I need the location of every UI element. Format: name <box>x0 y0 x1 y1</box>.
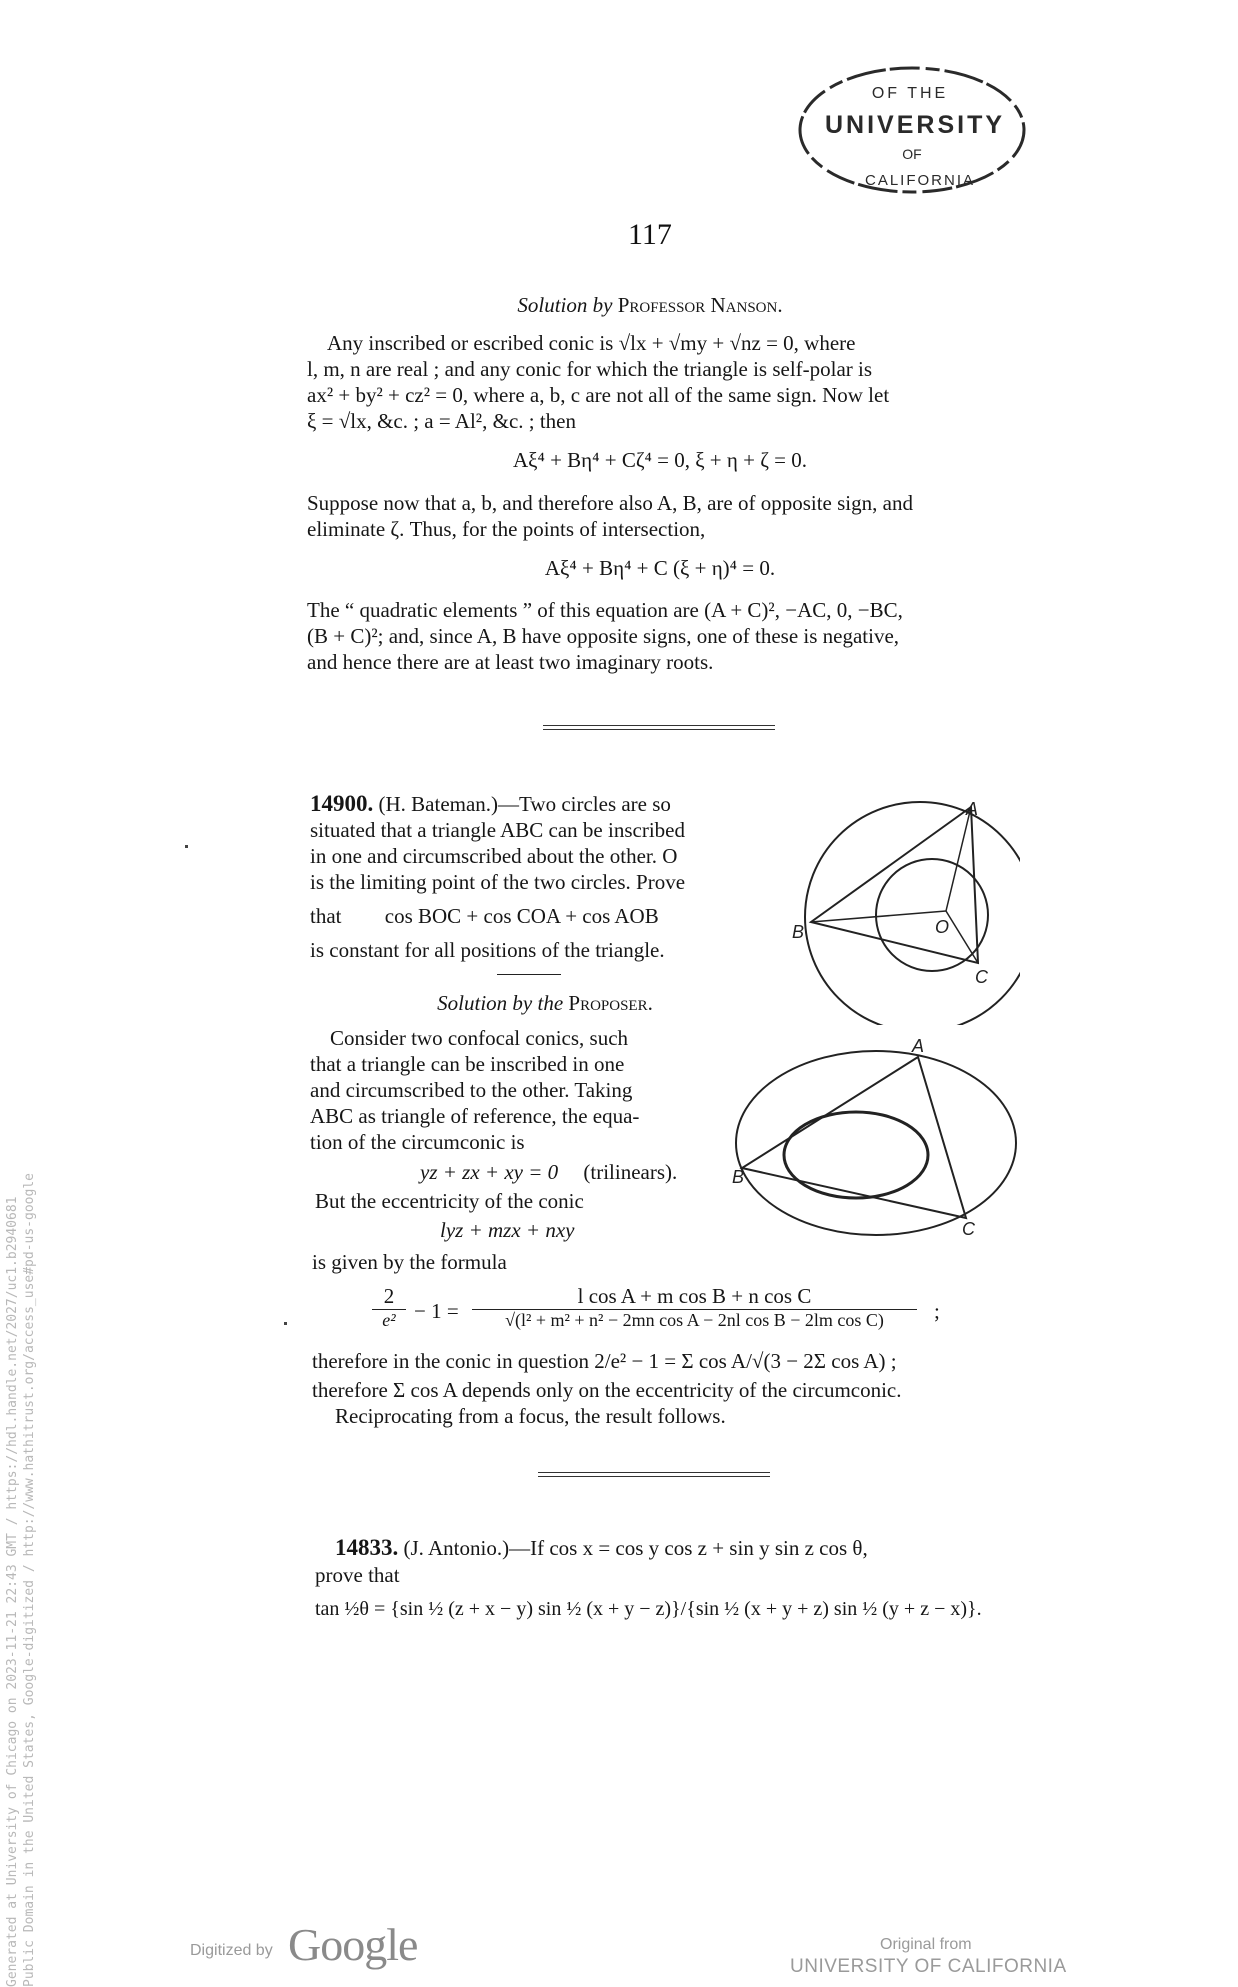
q14900-therefore-1: therefore in the conic in question 2/e² − 1 = Σ cos A/√(3 − 2Σ cos A) ; <box>312 1349 897 1373</box>
rhs-fraction <box>472 1284 917 1331</box>
footer-university: UNIVERSITY OF CALIFORNIA <box>790 1956 1067 1977</box>
page-number: 117 <box>628 218 672 251</box>
q14900-solution-heading <box>360 990 730 1016</box>
fig2-label-b: B <box>732 1167 745 1187</box>
nanson-p2-line: Suppose now that a, b, and therefore also A, B, are of opposite sign, and <box>307 491 913 515</box>
stamp-line-1: OF THE <box>871 85 949 102</box>
library-stamp <box>790 55 1035 205</box>
circumconic-eq: yz + zx + xy = 0 <box>420 1160 559 1184</box>
q14833-line-3: tan ½θ = {sin ½ (z + x − y) sin ½ (x + y − z)}/{sin ½ (x + y + z) sin ½ (y + z − x)}. <box>315 1598 982 1620</box>
rhs-denominator: √(l² + m² + n² − 2mn cos A − 2nl cos B − 2lm cos C) <box>505 1310 884 1330</box>
footer-original-from: Original from <box>880 1936 972 1953</box>
nanson-paragraph-2 <box>307 490 1012 542</box>
stamp-line-4: CALIFORNIA <box>864 172 976 189</box>
nanson-p1-line: Any inscribed or escribed conic is √lx + √my + √nz = 0, where <box>327 331 856 355</box>
q14900-line: is the limiting point of the two circles. Prove <box>310 870 686 894</box>
rhs-numerator: l cos A + m cos B + n cos C <box>577 1284 812 1308</box>
minus-one: − 1 = <box>414 1299 459 1323</box>
circumconic-note: (trilinears). <box>583 1160 678 1184</box>
formula-semicolon: ; <box>934 1299 940 1323</box>
q14900-text <box>310 791 770 963</box>
q14900-sol-line: and circumscribed to the other. Taking <box>310 1078 633 1102</box>
q14900-therefore-2: therefore Σ cos A depends only on the eccentricity of the circumconic. <box>312 1378 902 1402</box>
q14900-line-1 <box>310 791 770 817</box>
q14900-sol-line: Consider two confocal conics, such <box>330 1026 629 1050</box>
q14833-number: 14833. <box>335 1535 399 1560</box>
q14833-line-2: prove that <box>315 1563 400 1587</box>
q14833-line-1-text: (J. Antonio.)—If cos x = cos y cos z + sin y sin z cos θ, <box>403 1536 868 1560</box>
nanson-heading <box>400 292 900 318</box>
nanson-p1-line: ξ = √lx, &c. ; a = Al², &c. ; then <box>307 409 577 433</box>
q14900-line: situated that a triangle ABC can be inscribed <box>310 818 685 842</box>
eccentricity-formula <box>372 1284 972 1344</box>
q14900-that-expr: cos BOC + cos COA + cos AOB <box>384 904 659 928</box>
nanson-heading-italic: Solution by <box>517 293 613 317</box>
q14900-that-word: that <box>310 904 342 928</box>
nanson-p3-line: The “ quadratic elements ” of this equation are (A + C)², −AC, 0, −BC, <box>307 598 903 622</box>
q14900-solution-text <box>310 1025 730 1155</box>
section-divider <box>538 1472 770 1478</box>
fig1-label-a: A <box>966 799 979 819</box>
nanson-p3-line: (B + C)²; and, since A, B have opposite signs, one of these is negative, <box>307 624 900 648</box>
q14900-circumconic-eq <box>420 1160 677 1185</box>
section-divider <box>543 725 775 731</box>
fig1-label-c: C <box>975 967 988 987</box>
watermark-line-1: Generated at University of Chicago on 2023-11-21 22:43 GMT / https://hdl.handle.net/2027/uc1.b2940681 <box>5 1196 20 1987</box>
q14900-but-line: But the eccentricity of the conic <box>315 1189 584 1213</box>
nanson-p2-line: eliminate ζ. Thus, for the points of intersection, <box>307 517 706 541</box>
q14833-line-1 <box>335 1535 868 1561</box>
q14900-that-line <box>310 903 770 929</box>
hathitrust-watermark <box>4 1173 38 1987</box>
lhs-denominator: e² <box>382 1310 396 1330</box>
q14900-line: in one and circumscribed about the other. O <box>310 844 678 868</box>
q14900-number: 14900. <box>310 791 374 816</box>
nanson-p1-line: l, m, n are real ; and any conic for which the triangle is self-polar is <box>307 357 873 381</box>
q14900-given-line: is given by the formula <box>312 1250 507 1274</box>
figure-ellipses <box>730 1035 1020 1240</box>
figure-circles <box>780 785 1020 1025</box>
q14900-sol-line: tion of the circumconic is <box>310 1130 525 1154</box>
nanson-paragraph-1 <box>307 330 1012 434</box>
stamp-line-2: UNIVERSITY <box>824 111 1006 139</box>
nanson-equation-1: Aξ⁴ + Bη⁴ + Cζ⁴ = 0, ξ + η + ζ = 0. <box>512 448 808 472</box>
footer-google-logo: Google <box>288 1919 418 1970</box>
q14900-solution-italic: Solution by the <box>437 991 564 1015</box>
stray-mark <box>284 1322 287 1325</box>
lhs-numerator: 2 <box>383 1284 395 1308</box>
nanson-equation-2: Aξ⁴ + Bη⁴ + C (ξ + η)⁴ = 0. <box>544 556 776 580</box>
q14900-conic-eq: lyz + mzx + nxy <box>440 1218 575 1242</box>
nanson-p3-line: and hence there are at least two imaginary roots. <box>307 650 714 674</box>
q14900-last-line: is constant for all positions of the triangle. <box>310 938 665 962</box>
fig2-label-a: A <box>912 1036 925 1056</box>
q14900-sol-line: ABC as triangle of reference, the equa- <box>310 1104 640 1128</box>
watermark-line-2: Public Domain in the United States, Google-digitized / http://www.hathitrust.org/access_use#pd-us-google <box>22 1173 37 1987</box>
q14900-sol-line: that a triangle can be inscribed in one <box>310 1052 625 1076</box>
fig1-label-o: O <box>935 917 950 937</box>
footer-digitized-by: Digitized by <box>190 1942 273 1959</box>
nanson-heading-name: Professor Nanson. <box>617 293 783 317</box>
q14900-line-1-text: (H. Bateman.)—Two circles are so <box>378 792 671 816</box>
fig1-label-b: B <box>792 922 805 942</box>
stamp-line-3: OF <box>902 146 922 162</box>
q14900-reciprocating: Reciprocating from a focus, the result follows. <box>335 1404 726 1428</box>
nanson-paragraph-3 <box>307 597 1012 675</box>
nanson-p1-line: ax² + by² + cz² = 0, where a, b, c are not all of the same sign. Now let <box>307 383 890 407</box>
stray-mark <box>185 845 188 848</box>
fig2-label-c: C <box>962 1219 975 1239</box>
lhs-fraction <box>372 1284 406 1331</box>
short-rule <box>497 974 561 975</box>
q14900-solution-name: Proposer. <box>568 991 653 1015</box>
